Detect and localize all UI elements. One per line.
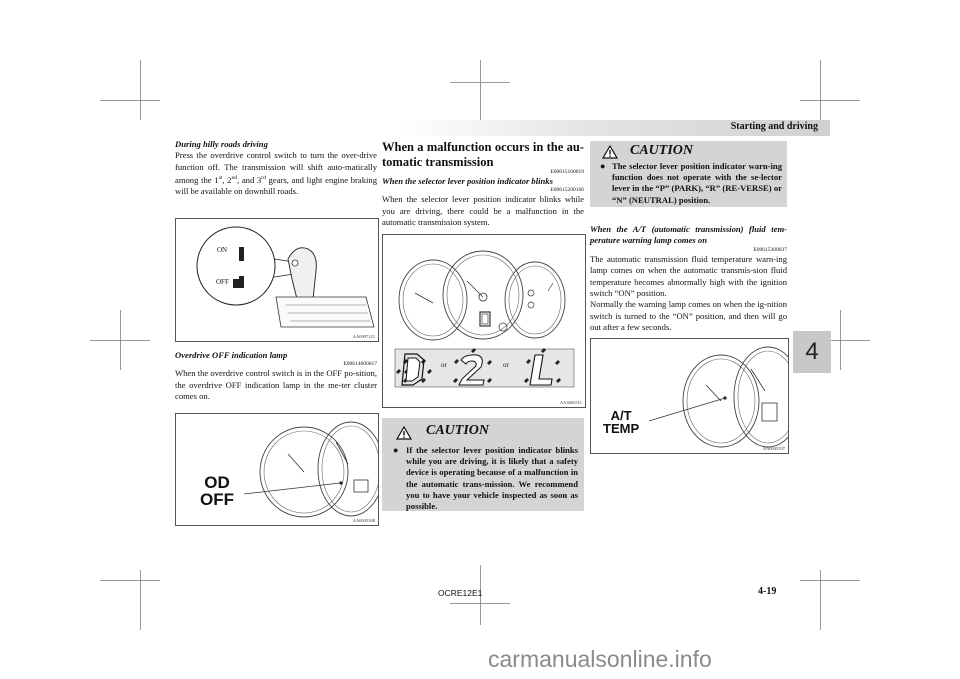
- page-number: 4-19: [758, 586, 777, 597]
- shift-lever-illustration: [176, 219, 378, 341]
- malfunction-heading: When a malfunction occurs in the au-tomatic transmission: [382, 140, 584, 169]
- or-separator: or: [503, 361, 509, 369]
- document-code: OCRE12E1: [438, 588, 483, 598]
- switch-on-label: ON: [217, 246, 228, 254]
- at-temp-section: [590, 224, 787, 334]
- middle-column: [382, 140, 584, 229]
- switch-on-icon: [239, 247, 244, 261]
- hilly-paragraph: Press the overdrive control switch to turn the over-drive function off. The transmission will shift auto-matically among the 1st, 2nd, and 3rd gears, and light engine braking will be available on downhill roads.: [175, 150, 378, 197]
- at-temp-paragraph-2: Normally the warning lamp comes on when the ig-nition switch is turned to the “ON” position, and then will go out after a few seconds.: [590, 299, 787, 333]
- chapter-tab: 4: [793, 331, 831, 373]
- heading-code: E00615100019: [550, 169, 584, 175]
- od-heading: Overdrive OFF indication lamp: [175, 350, 288, 360]
- section-title: Starting and driving: [730, 121, 818, 132]
- od-section: [175, 350, 377, 403]
- left-column: [175, 139, 377, 198]
- crop-mark: [100, 580, 160, 581]
- od-code: E00614600017: [343, 361, 377, 368]
- crop-mark: [480, 60, 481, 120]
- crop-mark: [140, 570, 141, 630]
- crop-mark: [450, 603, 510, 604]
- selector-indicator-figure: [382, 234, 586, 408]
- overdrive-switch-figure: [175, 218, 379, 342]
- switch-off-icon: [239, 276, 244, 288]
- caution-text: The selector lever position indicator warn-ing function does not operate with the se-lector lever in the “P” (PARK), “R” (RE-VERSE) or “N” (NEUTRAL) position.: [612, 161, 782, 205]
- od-off-label: OD OFF: [200, 473, 234, 509]
- crop-mark: [820, 570, 821, 630]
- indicator-cluster-illustration: [383, 235, 585, 407]
- caution-text: If the selector lever position indicator blinks while you are driving, it is likely that a safety device is operating because of a malfunction in the automatic trans-mission. We recommend you to have your vehicle inspected as soon as possible.: [406, 445, 578, 512]
- switch-off-label: OFF: [216, 278, 229, 286]
- at-temp-heading: When the A/T (automatic transmission) fluid tem-perature warning lamp comes on: [590, 224, 787, 246]
- crop-mark: [90, 340, 150, 341]
- figure-code: AA0045308: [352, 518, 375, 523]
- crop-mark: [100, 100, 160, 101]
- subheading-code: E00615200166: [550, 187, 584, 194]
- figure-code: AA0097121: [352, 334, 375, 339]
- at-temp-code: E00615300037: [753, 246, 787, 253]
- crop-mark: [800, 100, 860, 101]
- od-paragraph: When the overdrive control switch is in the OFF po-sition, the overdrive OFF indication lamp in the me-ter cluster comes on.: [175, 368, 377, 402]
- crop-mark: [450, 82, 510, 83]
- or-separator: or: [441, 361, 447, 369]
- crop-mark: [820, 60, 821, 120]
- figure-code: AA3002511: [559, 400, 582, 405]
- figure-code: AA0045337: [762, 446, 785, 451]
- watermark: carmanualsonline.info: [488, 646, 712, 672]
- warning-triangle-icon: [396, 426, 412, 440]
- bullet-icon: ●: [600, 161, 606, 171]
- caution-title: CAUTION: [630, 143, 694, 158]
- od-off-lamp-figure: [175, 413, 379, 526]
- hilly-heading: During hilly roads driving: [175, 139, 268, 149]
- at-temp-label: A/T TEMP: [603, 408, 640, 436]
- blink-subheading: When the selector lever position indicator blinks: [382, 176, 553, 186]
- caution-box: [590, 141, 787, 207]
- at-temp-paragraph-1: The automatic transmission fluid temperature warn-ing lamp comes on when the automatic transmis-sion fluid temperature becomes abnormally high with the ignition switch “ON” position.: [590, 253, 787, 299]
- caution-box: [382, 418, 584, 511]
- blink-paragraph: When the selector lever position indicator blinks while you are driving, there could be a malfunction in the automatic transmission system.: [382, 194, 584, 228]
- bullet-icon: ●: [393, 445, 399, 455]
- crop-mark: [800, 580, 860, 581]
- at-temp-lamp-figure: [590, 338, 789, 454]
- warning-triangle-icon: [602, 145, 618, 159]
- crop-mark: [140, 60, 141, 120]
- caution-title: CAUTION: [426, 423, 490, 438]
